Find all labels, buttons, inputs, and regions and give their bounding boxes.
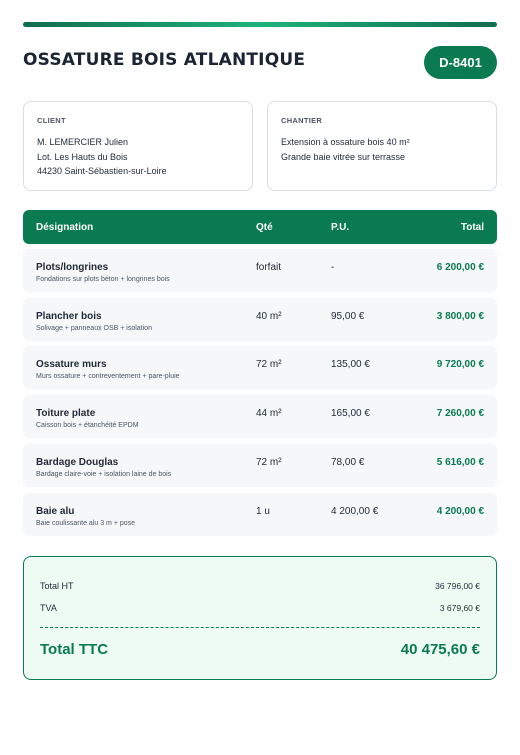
table-row (23, 249, 497, 292)
header-qty: Qté (256, 222, 273, 233)
row-name: Bardage Douglas (36, 457, 119, 468)
total-ht-line (40, 581, 480, 591)
total-ht-label: Total HT (40, 581, 74, 591)
row-qty: 72 m² (256, 457, 282, 468)
row-unit-price: 135,00 € (331, 359, 370, 370)
client-address: Lot. Les Hauts du Bois (37, 151, 128, 162)
table-row (23, 346, 497, 389)
row-description: Fondations sur plots béton + longrines bois (36, 276, 170, 283)
row-description: Bardage claire-voie + isolation laine de bois (36, 471, 172, 478)
table-row (23, 493, 497, 536)
row-qty: 1 u (256, 506, 270, 517)
row-total: 6 200,00 € (436, 262, 484, 273)
row-name: Toiture plate (36, 408, 96, 419)
row-unit-price: 165,00 € (331, 408, 370, 419)
row-unit-price: - (331, 262, 335, 273)
table-row (23, 444, 497, 487)
row-total: 9 720,00 € (436, 359, 484, 370)
row-description: Solivage + panneaux OSB + isolation (36, 325, 152, 332)
row-total: 5 616,00 € (436, 457, 484, 468)
row-qty: 44 m² (256, 408, 282, 419)
row-unit-price: 95,00 € (331, 311, 365, 322)
site-line-1: Extension à ossature bois 40 m² (281, 137, 410, 147)
row-total: 4 200,00 € (436, 506, 484, 517)
client-card (23, 101, 253, 191)
tva-label: TVA (40, 603, 57, 613)
table-header (23, 210, 497, 244)
header-designation: Désignation (36, 222, 94, 233)
header-unit-price: P.U. (331, 222, 350, 233)
tva-line (40, 603, 480, 613)
row-unit-price: 78,00 € (331, 457, 365, 468)
row-qty: forfait (256, 262, 282, 273)
client-label: CLIENT (37, 116, 66, 125)
row-total: 7 260,00 € (436, 408, 484, 419)
totals-divider (40, 627, 480, 628)
row-qty: 40 m² (256, 311, 282, 322)
header-total: Total (460, 222, 484, 233)
row-qty: 72 m² (256, 359, 282, 370)
client-city: 44230 Saint-Sébastien-sur-Loire (37, 166, 167, 176)
row-name: Baie alu (36, 506, 75, 517)
site-label: CHANTIER (281, 116, 323, 125)
total-ttc-value: 40 475,60 € (400, 641, 480, 658)
top-accent-bar (23, 22, 497, 27)
row-unit-price: 4 200,00 € (331, 506, 379, 517)
document-number-badge: D-8401 (424, 46, 497, 79)
table-row (23, 395, 497, 438)
table-row (23, 298, 497, 341)
total-ttc-line (40, 641, 480, 658)
total-ttc-label: Total TTC (40, 641, 109, 658)
site-card (267, 101, 497, 191)
total-ht-value: 36 796,00 € (435, 581, 480, 591)
client-name: M. LEMERCIER Julien (37, 137, 129, 147)
row-total: 3 800,00 € (436, 311, 484, 322)
site-line-2: Grande baie vitrée sur terrasse (281, 151, 406, 162)
tva-value: 3 679,60 € (439, 603, 480, 613)
row-description: Murs ossature + contreventement + pare-pluie (36, 373, 180, 380)
row-description: Caisson bois + étanchéité EPDM (36, 422, 139, 429)
row-name: Ossature murs (36, 359, 107, 370)
company-name: OSSATURE BOIS ATLANTIQUE (23, 50, 306, 70)
row-name: Plancher bois (36, 311, 102, 322)
row-name: Plots/longrines (36, 262, 109, 273)
totals-box (23, 556, 497, 680)
row-description: Baie coulissante alu 3 m + pose (36, 520, 136, 527)
